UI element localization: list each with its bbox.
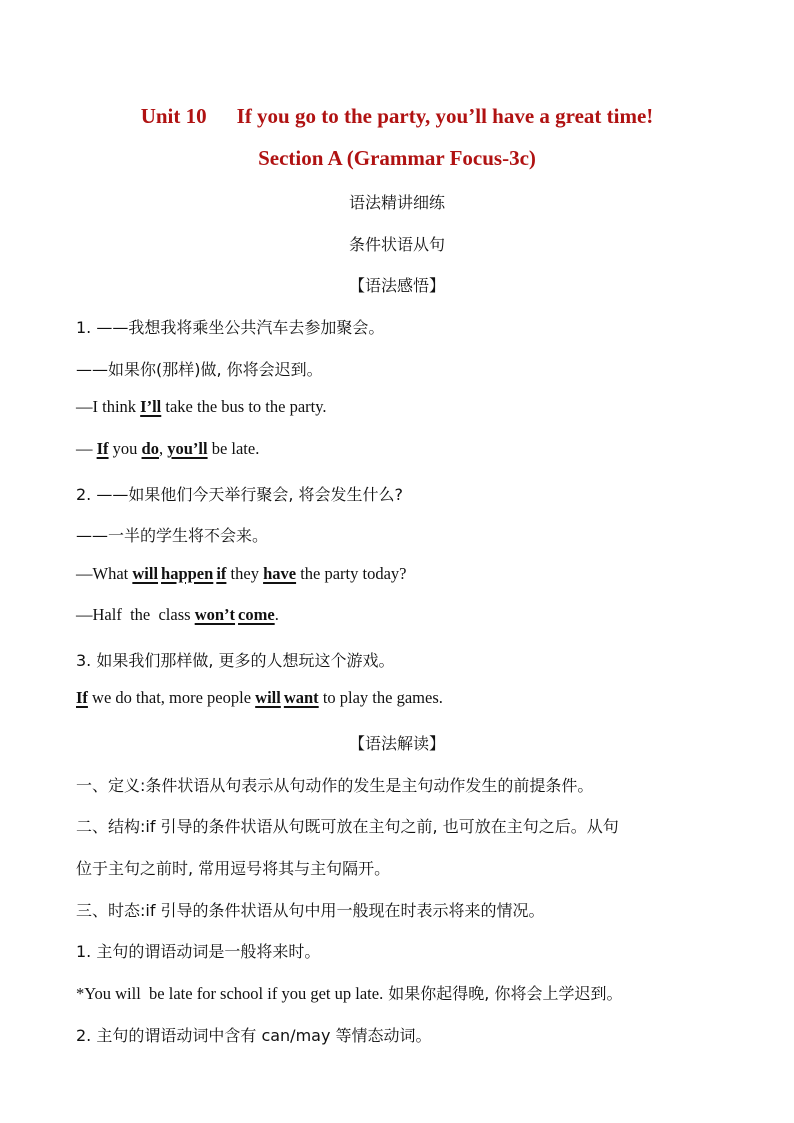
unit-heading: If you go to the party, you’ll have a great time!: [236, 104, 654, 128]
heading-grammar-explanation: 【语法解读】: [348, 734, 445, 753]
underlined-word: will: [255, 688, 281, 707]
text-fragment: the party today?: [296, 564, 407, 583]
underlined-word: come: [238, 605, 275, 624]
example1-english-b: [76, 439, 259, 459]
underlined-word: If: [76, 688, 88, 707]
text-fragment: take the bus to the party.: [161, 397, 327, 416]
example1-chinese-a: 1. ——我想我将乘坐公共汽车去参加聚会。: [76, 318, 385, 337]
subtitle-grammar-practice: 语法精讲细练: [348, 193, 445, 212]
text-fragment: we do that, more people: [87, 688, 256, 707]
example2-english-b: [76, 605, 279, 625]
structure-line-a: 二、结构:if 引导的条件状语从句既可放在主句之前, 也可放在主句之后。从句: [76, 817, 619, 836]
text-fragment: to play the games.: [318, 688, 443, 707]
definition-line: 一、定义:条件状语从句表示从句动作的发生是主句动作发生的前提条件。: [76, 776, 594, 795]
example3-chinese: 3. 如果我们那样做, 更多的人想玩这个游戏。: [76, 651, 395, 670]
section-title: Section A (Grammar Focus-3c): [258, 146, 536, 170]
text-fragment: —I think: [76, 397, 141, 416]
underlined-word: want: [283, 688, 319, 707]
underlined-word: won’t: [194, 605, 236, 624]
point1-line: 1. 主句的谓语动词是一般将来时。: [76, 942, 321, 961]
text-fragment: be late.: [207, 439, 260, 458]
text-fragment: they: [226, 564, 264, 583]
underlined-word: if: [216, 564, 227, 583]
example1-english-a: [76, 397, 327, 417]
unit-label: Unit 10: [140, 104, 207, 128]
underlined-word: will: [132, 564, 159, 583]
text-fragment: you: [108, 439, 142, 458]
example-sentence-1: [76, 981, 622, 1004]
underlined-word: If: [96, 439, 109, 458]
unit-title: [0, 104, 794, 129]
underlined-word: I’ll: [140, 397, 162, 416]
underlined-word: do: [141, 439, 159, 458]
subtitle-conditional-clause: 条件状语从句: [348, 235, 445, 254]
underlined-word: you’ll: [167, 439, 208, 458]
text-fragment: —What: [76, 564, 133, 583]
text-fragment: —: [76, 439, 97, 458]
example2-chinese-b: ——一半的学生将不会来。: [76, 526, 269, 545]
point2-line: 2. 主句的谓语动词中含有 can/may 等情态动词。: [76, 1026, 432, 1045]
structure-line-b: 位于主句之前时, 常用逗号将其与主句隔开。: [76, 859, 391, 878]
example1-chinese-b: ——如果你(那样)做, 你将会迟到。: [76, 360, 323, 379]
tense-line: 三、时态:if 引导的条件状语从句中用一般现在时表示将来的情况。: [76, 901, 545, 920]
example-english: *You will be late for school if you get up late.: [76, 984, 384, 1003]
example2-english-a: [76, 564, 407, 584]
example2-chinese-a: 2. ——如果他们今天举行聚会, 将会发生什么?: [76, 485, 404, 504]
heading-grammar-perception: 【语法感悟】: [348, 276, 445, 295]
underlined-word: happen: [161, 564, 214, 583]
example-chinese: 如果你起得晚, 你将会上学迟到。: [383, 984, 623, 1003]
example3-english: [76, 688, 443, 708]
underlined-word: have: [263, 564, 297, 583]
text-fragment: .: [274, 605, 279, 624]
text-fragment: ,: [158, 439, 168, 458]
text-fragment: —Half the class: [76, 605, 195, 624]
